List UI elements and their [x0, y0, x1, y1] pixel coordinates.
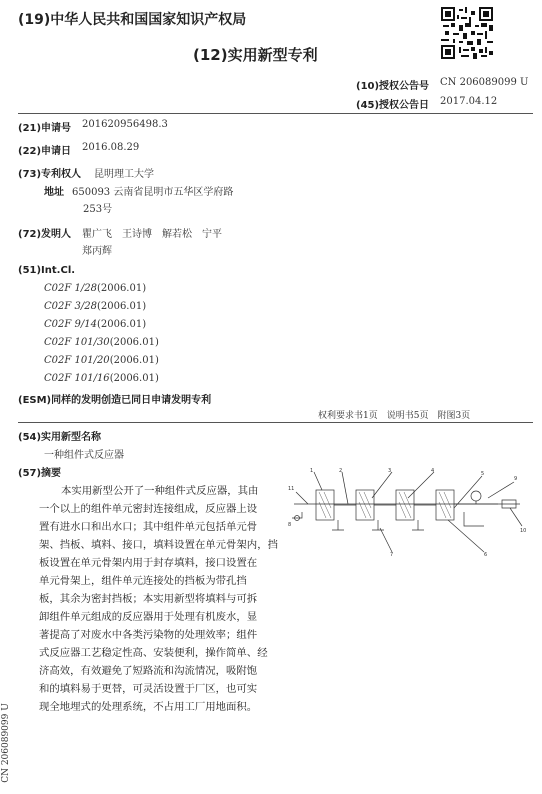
- reactor-figure: [288, 468, 528, 560]
- qr-code: [441, 7, 493, 59]
- abstract-line: 和的填料易于更替，可灵活设置于厂区，也可实: [39, 683, 258, 695]
- address-line-1: 650093 云南省昆明市五华区学府路: [72, 187, 234, 198]
- side-publication-number: CN 206089099 U: [0, 703, 11, 783]
- office-title: (19)中华人民共和国国家知识产权局: [18, 12, 247, 28]
- page-counts: 权利要求书1页 说明书5页 附图3页: [318, 411, 471, 421]
- abstract-line: 卸组件单元组成的反应器用于处理有机废水，显: [39, 611, 258, 623]
- abstract-line: 板，其余为密封挡板；本实用新型将填料与可拆: [39, 593, 258, 605]
- ipc-class: C02F 9/14(2006.01): [44, 319, 147, 330]
- app-no: 201620956498.3: [82, 119, 168, 130]
- svg-text:1: 1: [310, 468, 314, 474]
- svg-text:11: 11: [288, 486, 295, 492]
- inventors-label: (72)发明人: [18, 229, 72, 240]
- abstract-line: 著提高了对废水中各类污染物的处理效率；组件: [39, 629, 258, 641]
- abstract-line: 置有进水口和出水口；其中组件单元包括单元骨: [39, 521, 258, 533]
- address-line-2: 253号: [83, 204, 113, 215]
- abstract-line: 单元骨架上，组件单元连接处的挡板为带孔挡: [39, 575, 247, 587]
- inventors-line-2: 郑丙辉: [82, 246, 112, 257]
- ipc-class: C02F 101/16(2006.01): [44, 373, 159, 384]
- pub-number-label: (10)授权公告号: [356, 81, 430, 92]
- svg-text:6: 6: [484, 552, 488, 558]
- svg-text:3: 3: [388, 468, 392, 474]
- svg-text:5: 5: [481, 471, 485, 477]
- pub-number: CN 206089099 U: [440, 77, 529, 88]
- svg-text:9: 9: [514, 476, 518, 482]
- svg-text:2: 2: [339, 468, 343, 474]
- inventors-line-1: 瞿广飞 王诗博 解若松 宁平: [82, 229, 222, 240]
- title-label: (54)实用新型名称: [18, 432, 102, 443]
- abstract-line: 一个以上的组件单元密封连接组成，反应器上设: [39, 503, 258, 515]
- section-divider: [18, 422, 533, 423]
- address-label: 地址: [44, 187, 64, 198]
- int-cl-label: (51)Int.Cl.: [18, 265, 76, 276]
- document-type: (12)实用新型专利: [193, 46, 318, 64]
- svg-text:4: 4: [431, 468, 435, 474]
- ipc-class: C02F 3/28(2006.01): [44, 301, 147, 312]
- filing-date: 2016.08.29: [82, 142, 140, 153]
- esm-note: (ESM)同样的发明创造已同日申请发明专利: [18, 395, 212, 406]
- filing-date-label: (22)申请日: [18, 146, 72, 157]
- abstract-line: 架、挡板、填料、接口，填料设置在单元骨架内，挡: [39, 539, 278, 551]
- svg-text:7: 7: [390, 552, 394, 558]
- ipc-class: C02F 1/28(2006.01): [44, 283, 147, 294]
- pub-date-label: (45)授权公告日: [356, 100, 430, 111]
- abstract-line: 板设置在单元骨架内用于封存填料，接口设置在: [39, 557, 258, 569]
- svg-text:10: 10: [520, 528, 527, 534]
- ipc-class: C02F 101/30(2006.01): [44, 337, 159, 348]
- utility-model-title: 一种组件式反应器: [44, 450, 124, 461]
- header-divider: [18, 113, 533, 114]
- abstract-label: (57)摘要: [18, 468, 62, 479]
- abstract-line: 现全地埋式的处理系统，不占用工厂用地面积。: [39, 701, 258, 713]
- abstract-line: 本实用新型公开了一种组件式反应器，其由: [61, 485, 259, 497]
- abstract-line: 济高效，有效避免了短路流和沟流情况，吸附饱: [39, 665, 258, 677]
- owner: 昆明理工大学: [94, 169, 154, 180]
- app-no-label: (21)申请号: [18, 123, 72, 134]
- pub-date: 2017.04.12: [440, 96, 498, 107]
- ipc-class: C02F 101/20(2006.01): [44, 355, 159, 366]
- svg-text:8: 8: [288, 522, 292, 528]
- owner-label: (73)专利权人: [18, 169, 82, 180]
- abstract-line: 式反应器工艺稳定性高、安装便利，操作简单、经: [39, 647, 268, 659]
